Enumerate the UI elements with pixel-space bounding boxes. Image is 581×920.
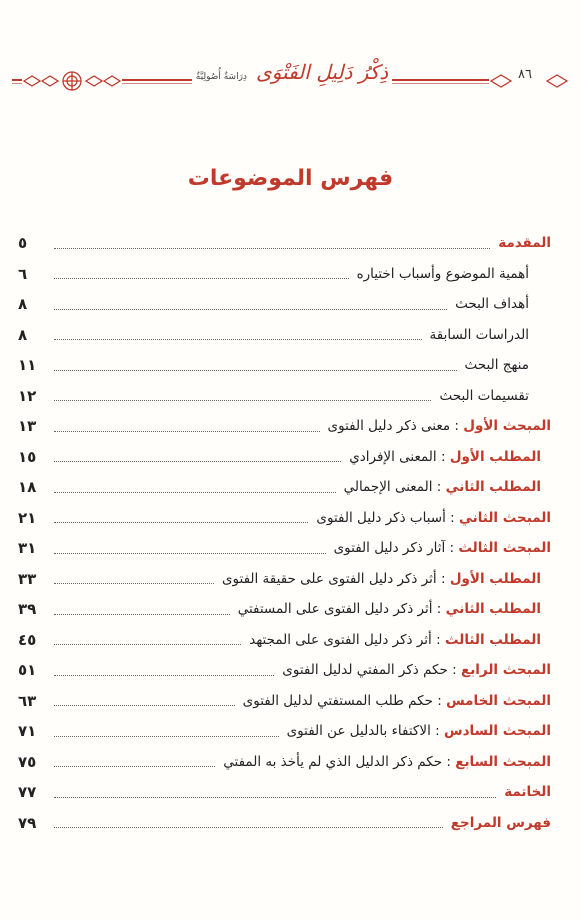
toc-entry-text: الدراسات السابقة <box>429 326 529 343</box>
toc-entry-label <box>218 571 551 587</box>
toc-dot-leader <box>54 339 422 340</box>
toc-row <box>18 350 551 381</box>
toc-dot-leader <box>54 248 490 249</box>
toc-entry-label <box>324 418 551 434</box>
toc-entry-text: تقسيمات البحث <box>439 387 529 404</box>
toc-row <box>18 289 551 320</box>
toc-entry-heading: المطلب الثالث <box>444 631 541 648</box>
toc-page-number: ١٥ <box>18 447 37 466</box>
ornament-left-icon <box>22 66 122 96</box>
toc-entry-label <box>312 510 551 526</box>
toc-dot-leader <box>54 553 326 554</box>
toc-dot-leader <box>54 400 431 401</box>
toc-entry-label <box>447 815 551 831</box>
toc-row <box>18 259 551 290</box>
toc-page-number: ٨ <box>18 325 28 344</box>
toc-entry-text: : حكم ذكر المفتي لدليل الفتوى <box>282 662 461 679</box>
toc-entry-heading: المطلب الثاني <box>445 601 541 618</box>
toc-entry-label <box>451 296 551 312</box>
toc-entry-label <box>435 388 551 404</box>
toc-page-number: ١٢ <box>18 386 37 405</box>
toc-row <box>18 442 551 473</box>
toc-page-number: ٦ <box>18 264 28 283</box>
toc-list <box>18 228 551 838</box>
toc-entry-text: : المعنى الإجمالي <box>343 479 446 496</box>
toc-page-number: ٣٣ <box>18 569 37 588</box>
toc-entry-text: : أثر ذكر دليل الفتوى على المجتهد <box>249 631 445 648</box>
toc-dot-leader <box>54 461 341 462</box>
toc-entry-heading: المبحث الخامس <box>446 692 551 709</box>
toc-entry-label <box>426 327 552 343</box>
page-number: ٨٦ <box>515 67 535 82</box>
toc-page-number: ١٣ <box>18 417 37 436</box>
toc-row <box>18 777 551 808</box>
toc-row <box>18 228 551 259</box>
toc-entry-text: : معنى ذكر دليل الفتوى <box>327 418 464 435</box>
toc-dot-leader <box>54 675 274 676</box>
running-title-text: ذِكْرُ دَلِيلِ الفَتْوَى <box>256 60 389 84</box>
toc-entry-heading: المبحث السابع <box>455 753 551 770</box>
toc-entry-heading: الخاتمة <box>504 784 551 801</box>
toc-entry-label <box>330 540 551 556</box>
toc-row <box>18 320 551 351</box>
toc-entry-text: : المعنى الإفرادي <box>349 448 450 465</box>
toc-row <box>18 686 551 717</box>
toc-entry-text: : أسباب ذكر دليل الفتوى <box>316 509 460 526</box>
toc-entry-label <box>461 357 551 373</box>
toc-entry-heading: المبحث الثاني <box>459 509 551 526</box>
toc-page-number: ٣١ <box>18 539 37 558</box>
toc-page-number: ٧٥ <box>18 752 37 771</box>
toc-page-number: ٥ <box>18 234 28 253</box>
toc-page-number: ٨ <box>18 295 28 314</box>
toc-dot-leader <box>54 583 214 584</box>
toc-entry-heading: المطلب الثاني <box>445 479 541 496</box>
toc-entry-text: أهداف البحث <box>455 296 529 313</box>
toc-dot-leader <box>54 797 496 798</box>
toc-title: فهرس الموضوعات <box>187 166 394 191</box>
toc-entry-heading: المطلب الأول <box>449 448 541 465</box>
toc-page-number: ٧٧ <box>18 783 37 802</box>
toc-row <box>18 564 551 595</box>
toc-dot-leader <box>54 431 320 432</box>
toc-page-number: ٧٩ <box>18 813 37 832</box>
toc-entry-heading: المبحث الأول <box>463 418 551 435</box>
toc-entry-text: : الاكتفاء بالدليل عن الفتوى <box>286 723 444 740</box>
page-header <box>12 58 569 100</box>
toc-page-number: ٧١ <box>18 722 37 741</box>
toc-entry-label <box>245 632 551 648</box>
toc-entry-text: : حكم طلب المستفتي لدليل الفتوى <box>242 692 447 709</box>
toc-page-number: ٣٩ <box>18 600 37 619</box>
running-subtitle: دِرَاسَةٌ أُصُولِيَّةٌ <box>195 72 247 82</box>
toc-entry-label <box>494 235 551 251</box>
toc-entry-label <box>283 723 551 739</box>
toc-page-number: ٥١ <box>18 661 37 680</box>
toc-dot-leader <box>54 492 336 493</box>
toc-row <box>18 381 551 412</box>
toc-entry-label <box>500 784 551 800</box>
toc-dot-leader <box>54 766 215 767</box>
toc-entry-text: : آثار ذكر دليل الفتوى <box>333 540 459 557</box>
toc-page-number: ٤٥ <box>18 630 37 649</box>
toc-entry-label <box>340 479 551 495</box>
toc-entry-heading: المطلب الأول <box>449 570 541 587</box>
toc-row <box>18 655 551 686</box>
toc-row <box>18 747 551 778</box>
toc-entry-heading: المبحث الثالث <box>458 540 551 557</box>
toc-row <box>18 411 551 442</box>
toc-entry-text: : أثر ذكر دليل الفتوى على حقيقة الفتوى <box>221 570 450 587</box>
toc-page-number: ١٨ <box>18 478 37 497</box>
toc-entry-heading: فهرس المراجع <box>450 814 551 831</box>
toc-entry-text: : حكم ذكر الدليل الذي لم يأخذ به المفتي <box>223 753 456 770</box>
toc-page-number: ١١ <box>18 356 37 375</box>
toc-row <box>18 472 551 503</box>
toc-entry-label <box>219 754 551 770</box>
toc-page-number: ٦٣ <box>18 691 37 710</box>
toc-row <box>18 625 551 656</box>
toc-dot-leader <box>54 522 308 523</box>
toc-entry-label <box>345 449 551 465</box>
toc-dot-leader <box>54 370 457 371</box>
running-title <box>192 58 392 94</box>
toc-row <box>18 716 551 747</box>
toc-dot-leader <box>54 827 443 828</box>
toc-dot-leader <box>54 644 241 645</box>
toc-page-number: ٢١ <box>18 508 37 527</box>
toc-entry-text: منهج البحث <box>464 357 529 374</box>
toc-entry-label <box>278 662 551 678</box>
toc-entry-text: : أثر ذكر دليل الفتوى على المستفتي <box>237 601 446 618</box>
toc-entry-heading: المبحث الرابع <box>461 662 551 679</box>
toc-row <box>18 594 551 625</box>
toc-entry-label <box>353 266 551 282</box>
toc-dot-leader <box>54 309 447 310</box>
toc-row <box>18 533 551 564</box>
toc-entry-heading: المقدمة <box>498 235 551 252</box>
toc-row <box>18 503 551 534</box>
toc-entry-label <box>239 693 551 709</box>
toc-entry-text: أهمية الموضوع وأسباب اختياره <box>356 265 529 282</box>
toc-entry-label <box>234 601 551 617</box>
toc-dot-leader <box>54 278 349 279</box>
toc-dot-leader <box>54 705 235 706</box>
toc-dot-leader <box>54 614 230 615</box>
toc-dot-leader <box>54 736 279 737</box>
toc-entry-heading: المبحث السادس <box>443 723 551 740</box>
toc-row <box>18 808 551 839</box>
